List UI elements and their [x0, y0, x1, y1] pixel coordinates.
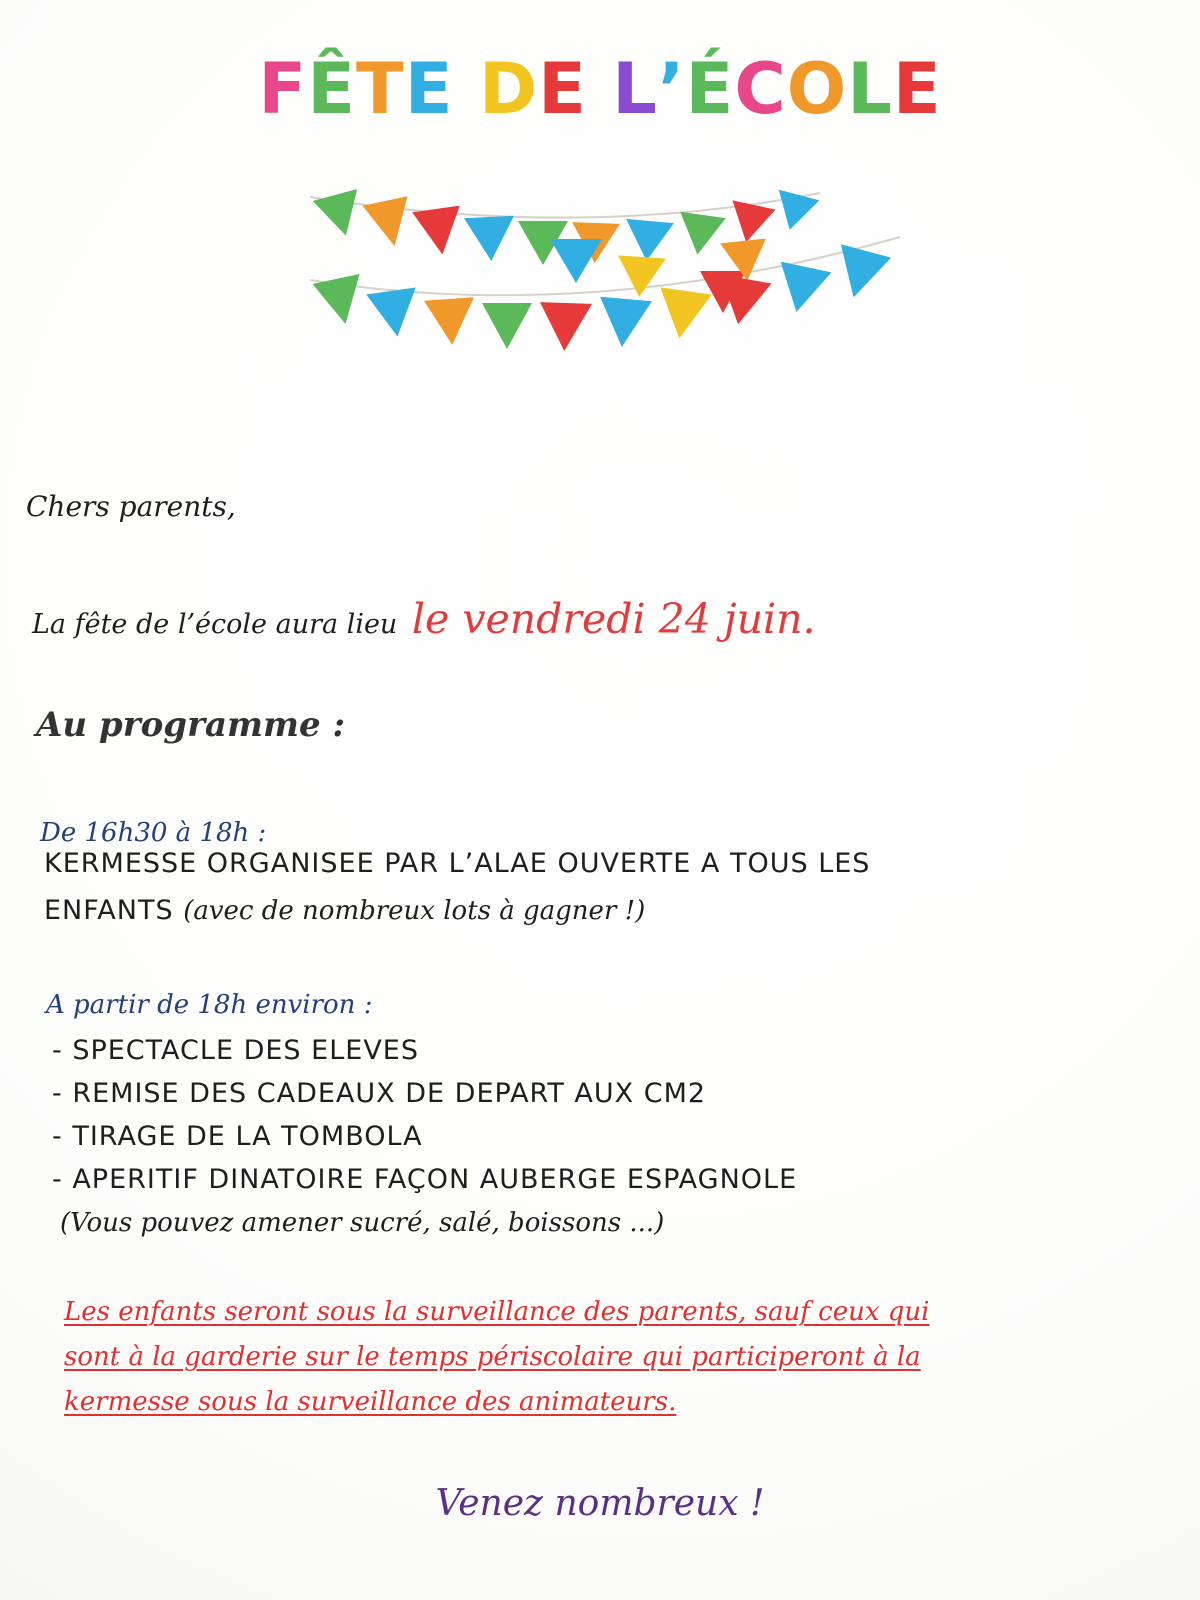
warning-line: sont à la garderie sur le temps périscolaire qui participeront à la [64, 1342, 921, 1372]
slot2-note: (Vous pouvez amener sucré, salé, boissons ...) [60, 1208, 665, 1238]
supervision-warning [64, 1290, 1134, 1425]
slot1-time: De 16h30 à 18h : [40, 818, 267, 848]
closing-call: Venez nombreux ! [435, 1483, 765, 1524]
title-letter: T [356, 48, 405, 130]
bunting-flag [769, 190, 819, 236]
slot2-item: - SPECTACLE DES ELEVES [52, 1035, 419, 1066]
slot2-item: - REMISE DES CADEAUX DE DEPART AUX CM2 [52, 1078, 707, 1109]
slot1-line2-caps: ENFANTS [44, 895, 174, 926]
warning-line: kermesse sous la surveillance des animateurs. [64, 1387, 677, 1417]
title-letter: D [478, 48, 539, 130]
title-letter [454, 54, 479, 124]
title-letter: É [685, 48, 735, 130]
event-date: le vendredi 24 juin. [411, 595, 816, 643]
bunting-flag [366, 288, 422, 341]
title-letter: Ê [307, 48, 357, 130]
bunting-flag [615, 255, 666, 298]
title-letter: ’ [657, 48, 686, 130]
flyer-title [0, 48, 1200, 130]
title-letter: E [404, 48, 454, 130]
warning-line: Les enfants seront sous la surveillance des parents, sauf ceux qui [64, 1297, 930, 1327]
bunting-flag [363, 196, 418, 251]
slot2-item: - APERITIF DINATOIRE FAÇON AUBERGE ESPAGNOLE [52, 1164, 798, 1195]
title-letter: C [734, 48, 787, 130]
title-letter: E [892, 48, 942, 130]
greeting: Chers parents, [26, 490, 236, 523]
bunting-flag [771, 262, 831, 318]
bunting-flag [424, 297, 477, 346]
slot1-line2 [44, 895, 645, 926]
bunting-flag [596, 297, 652, 349]
bunting-flag [538, 302, 592, 352]
programme-heading: Au programme : [36, 705, 345, 745]
slot2-item: - TIRAGE DE LA TOMBOLA [52, 1121, 423, 1152]
title-letter: L [612, 48, 658, 130]
intro-sentence [32, 595, 816, 643]
slot1-note: (avec de nombreux lots à gagner !) [183, 896, 646, 926]
slot2-time: A partir de 18h environ : [46, 990, 373, 1020]
bunting-flag [464, 216, 516, 263]
bunting-flag [313, 274, 370, 329]
title-letter: F [258, 48, 308, 130]
slot1-line1: KERMESSE ORGANISEE PAR L’ALAE OUVERTE A TOUS LES [44, 848, 871, 879]
bunting-flag [654, 287, 712, 342]
intro-text: La fête de l’école aura lieu [32, 609, 398, 640]
bunting-garland-illustration [300, 175, 940, 355]
title-letter: O [786, 48, 848, 130]
title-letter [587, 54, 612, 124]
title-letter: L [847, 48, 893, 130]
bunting-flag [482, 303, 532, 349]
title-letter: E [538, 48, 587, 130]
bunting-flag [675, 212, 726, 258]
bunting-flag [313, 189, 368, 241]
